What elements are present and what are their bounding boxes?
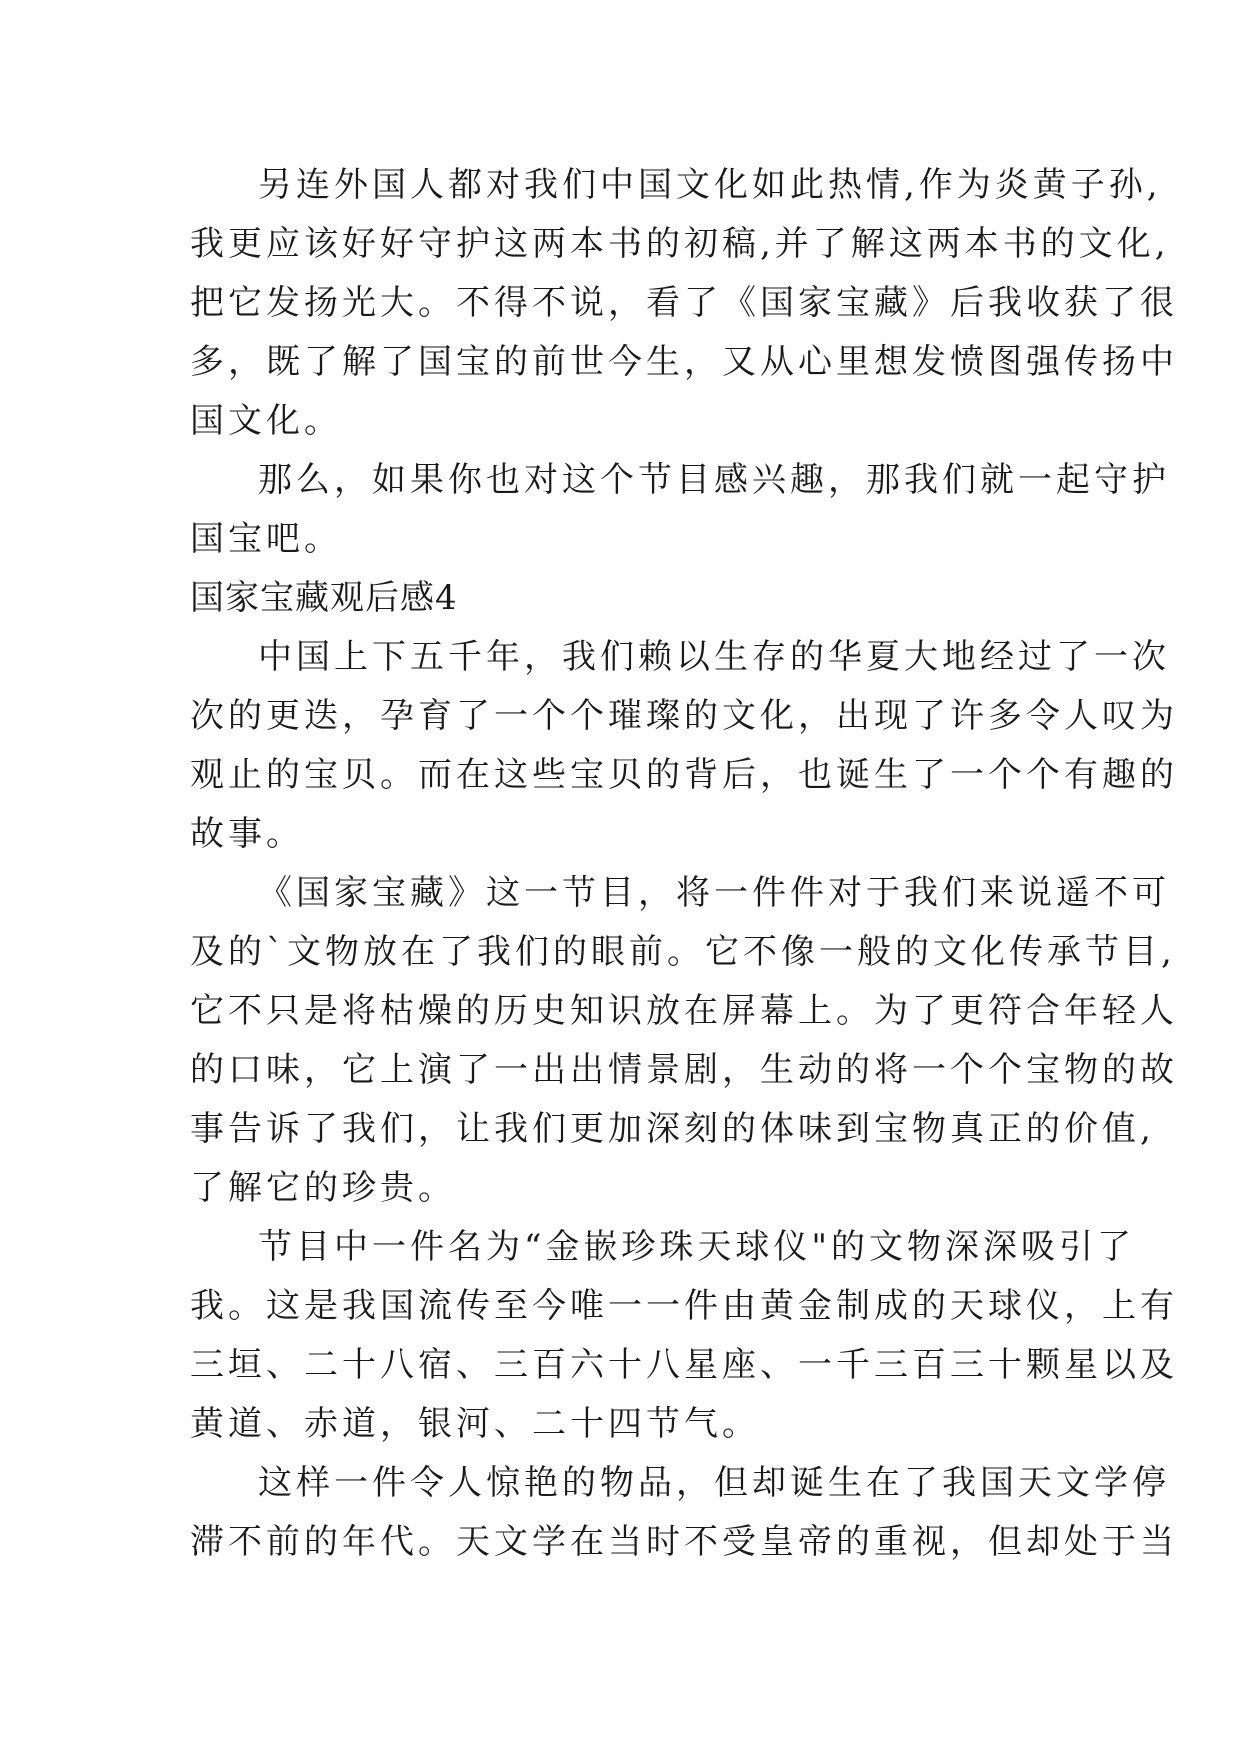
text-line: 滞不前的年代。天文学在当时不受皇帝的重视，但却处于当 <box>190 1522 1178 1562</box>
text-line: 事告诉了我们，让我们更加深刻的体味到宝物真正的价值, <box>190 1109 1155 1149</box>
text-line: 另连外国人都对我们中国文化如此热情,作为炎黄子孙, <box>258 165 1162 205</box>
text-line: 这样一件令人惊艳的物品，但却诞生在了我国天文学停 <box>258 1463 1170 1503</box>
text-line: 观止的宝贝。而在这些宝贝的背后，也诞生了一个个有趣的 <box>190 755 1178 795</box>
text-line: 及的`文物放在了我们的眼前。它不像一般的文化传承节目, <box>190 932 1176 972</box>
text-line: 我。这是我国流传至今唯一一件由黄金制成的天球仪，上有 <box>190 1286 1178 1326</box>
text-line: 三垣、二十八宿、三百六十八星座、一千三百三十颗星以及 <box>190 1345 1178 1385</box>
text-line: 国文化。 <box>190 401 342 441</box>
text-line: 它不只是将枯燥的历史知识放在屏幕上。为了更符合年轻人 <box>190 991 1178 1031</box>
text-line: 了解它的珍贵。 <box>190 1168 456 1208</box>
text-line: 《国家宝藏》这一节目，将一件件对于我们来说遥不可 <box>258 873 1170 913</box>
text-line: 我更应该好好守护这两本书的初稿,并了解这两本书的文化, <box>190 224 1170 264</box>
text-line: 次的更迭，孕育了一个个璀璨的文化，出现了许多令人叹为 <box>190 696 1178 736</box>
text-line: 多，既了解了国宝的前世今生，又从心里想发愤图强传扬中 <box>190 342 1178 382</box>
text-line: 故事。 <box>190 814 304 854</box>
text-line: 黄道、赤道，银河、二十四节气。 <box>190 1404 760 1444</box>
text-line: 的口味，它上演了一出出情景剧，生动的将一个个宝物的故 <box>190 1050 1178 1090</box>
text-line: 把它发扬光大。不得不说，看了《国家宝藏》后我收获了很 <box>190 283 1178 323</box>
text-line: 节目中一件名为“金嵌珍珠天球仪"的文物深深吸引了 <box>258 1227 1136 1267</box>
text-line: 那么，如果你也对这个节目感兴趣，那我们就一起守护 <box>258 460 1170 500</box>
section-heading: 国家宝藏观后感4 <box>190 578 458 618</box>
text-line: 国宝吧。 <box>190 519 342 559</box>
text-line: 中国上下五千年，我们赖以生存的华夏大地经过了一次 <box>258 637 1170 677</box>
